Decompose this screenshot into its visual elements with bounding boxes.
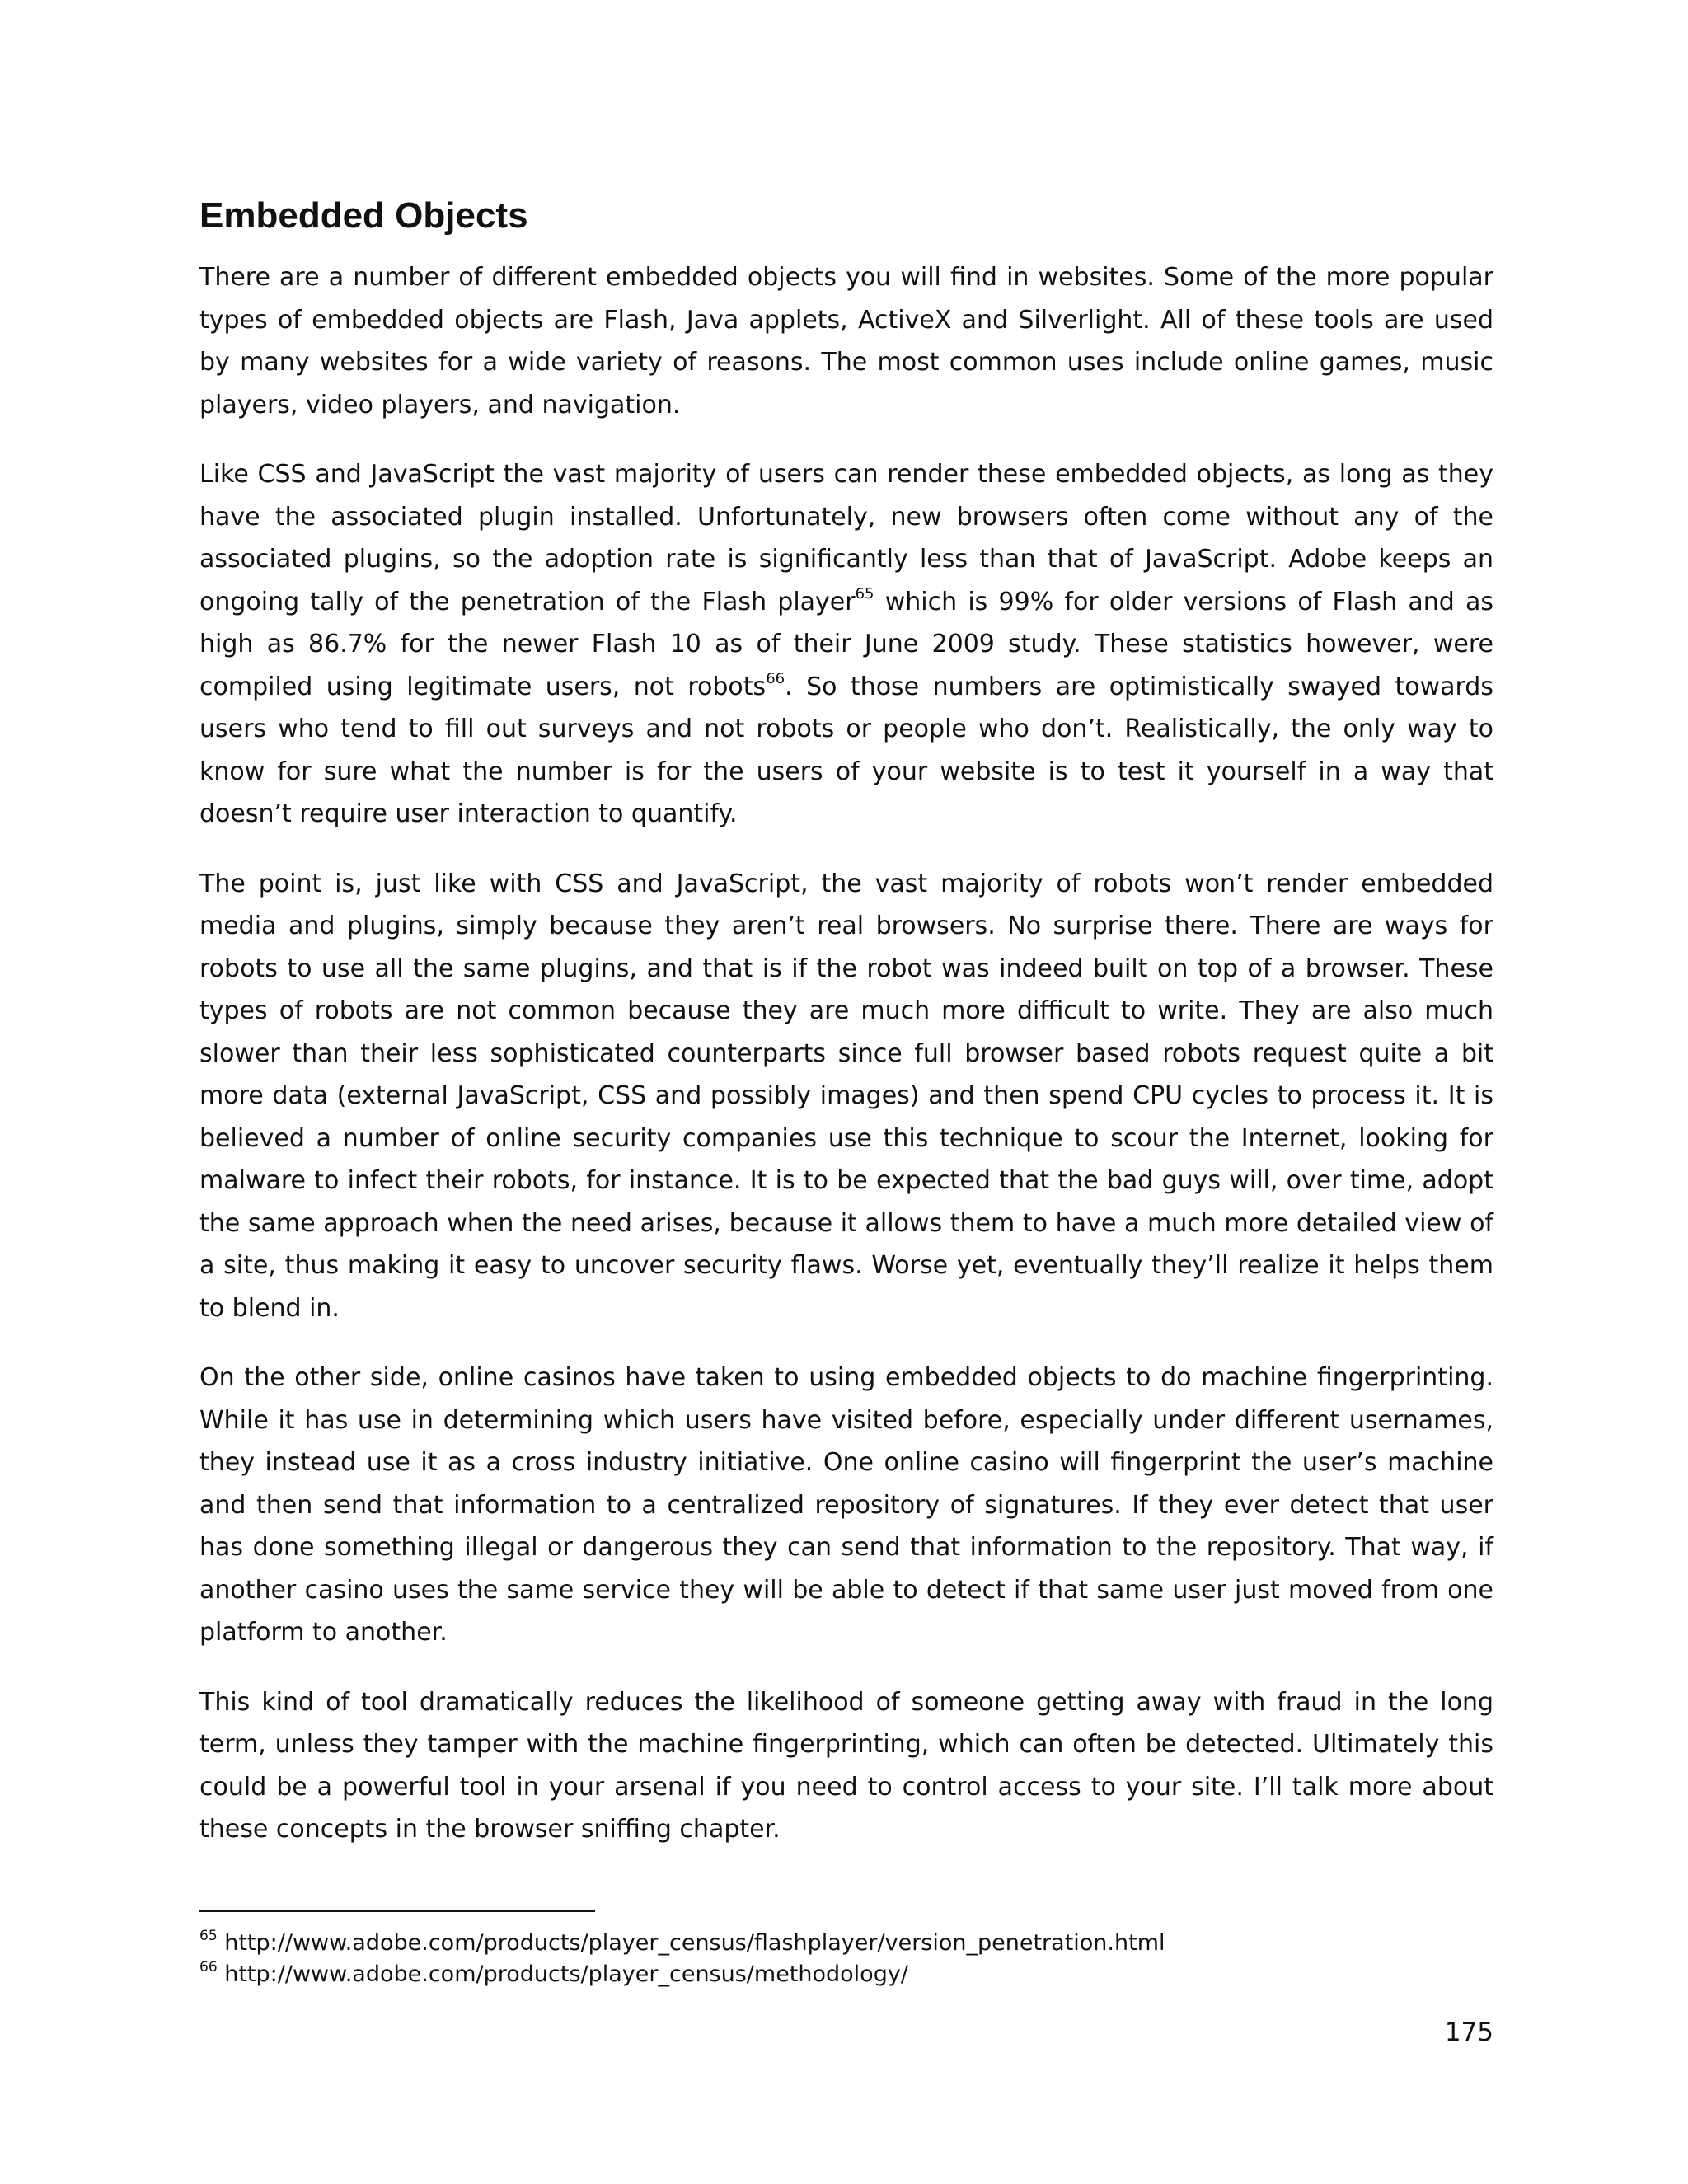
paragraph-4: On the other side, online casinos have taken to using embedded objects to do machine fingerprinting. While it has use in determining which users have visited before, especially under different usernames, they instead use it as a cross industry initiative. One online casino will fingerprint the user’s machine and then send that information to a centralized repository of signatures. If they ever detect that user has done something illegal or dangerous they can send that information to the repository. That way, if another casino uses the same service they will be able to detect if that same user just moved from one platform to another. [199, 1363, 1493, 1647]
paragraph-2-text-c: . So those numbers are optimistically swayed towards users who tend to fill out surveys and not robots or people who don’t. Realistically, the only way to know for sure what the number is for the users of your website is to test it yourself in a way that doesn’t require user interaction to quantify. [199, 672, 1493, 828]
paragraph-2-text-a: Like CSS and JavaScript the vast majority of users can render these embedded objects, as long as they have the associated plugin installed. Unfortunately, new browsers often come without any of the associated plugins, so the adoption rate is significantly less than that of JavaScript. Adobe keeps an ongoing tally of the penetration of the Flash player [199, 460, 1493, 616]
paragraph-2 [199, 453, 1493, 836]
footnote-65 [199, 1928, 1493, 1959]
footnote-ref-66[interactable]: 66 [766, 669, 785, 687]
footnote-link[interactable]: http://www.adobe.com/products/player_census/methodology/ [224, 1961, 908, 1987]
footnote-number: 65 [199, 1928, 218, 1944]
paragraph-1: There are a number of different embedded objects you will find in websites. Some of the more popular types of embedded objects are Flash, Java applets, ActiveX and Silverlight. All of these tools are used by many websites for a wide variety of reasons. The most common uses include online games, music players, video players, and navigation. [199, 263, 1493, 419]
paragraph-5: This kind of tool dramatically reduces the likelihood of someone getting away with fraud in the long term, unless they tamper with the machine fingerprinting, which can often be detected. Ultimately this could be a powerful tool in your arsenal if you need to control access to your site. I’ll talk more about these concepts in the browser sniffing chapter. [199, 1687, 1493, 1844]
footnotes-section [199, 1910, 1493, 1990]
footnote-number: 66 [199, 1959, 218, 1975]
footnote-divider [199, 1910, 595, 1912]
footnote-ref-65[interactable]: 65 [855, 584, 874, 602]
page-number: 175 [1444, 2018, 1493, 2047]
footnote-link[interactable]: http://www.adobe.com/products/player_census/flashplayer/version_penetration.html [224, 1930, 1165, 1956]
section-heading: Embedded Objects [199, 195, 528, 236]
page-body [199, 194, 1493, 1878]
footnote-66 [199, 1959, 1493, 1990]
paragraph-3: The point is, just like with CSS and JavaScript, the vast majority of robots won’t render embedded media and plugins, simply because they aren’t real browsers. No surprise there. There are ways for robots to use all the same plugins, and that is if the robot was indeed built on top of a browser. These types of robots are not common because they are much more difficult to write. They are also much slower than their less sophisticated counterparts since full browser based robots request quite a bit more data (external JavaScript, CSS and possibly images) and then spend CPU cycles to process it. It is believed a number of online security companies use this technique to scour the Internet, looking for malware to infect their robots, for instance. It is to be expected that the bad guys will, over time, adopt the same approach when the need arises, because it allows them to have a much more detailed view of a site, thus making it easy to uncover security flaws. Worse yet, eventually they’ll realize it helps them to blend in. [199, 869, 1493, 1323]
paragraph-2-text-b: which is 99% for older versions of Flash and as high as 86.7% for the newer Flash 10 as of their June 2009 study. These statistics however, were compiled using legitimate users, not robots [199, 587, 1493, 701]
